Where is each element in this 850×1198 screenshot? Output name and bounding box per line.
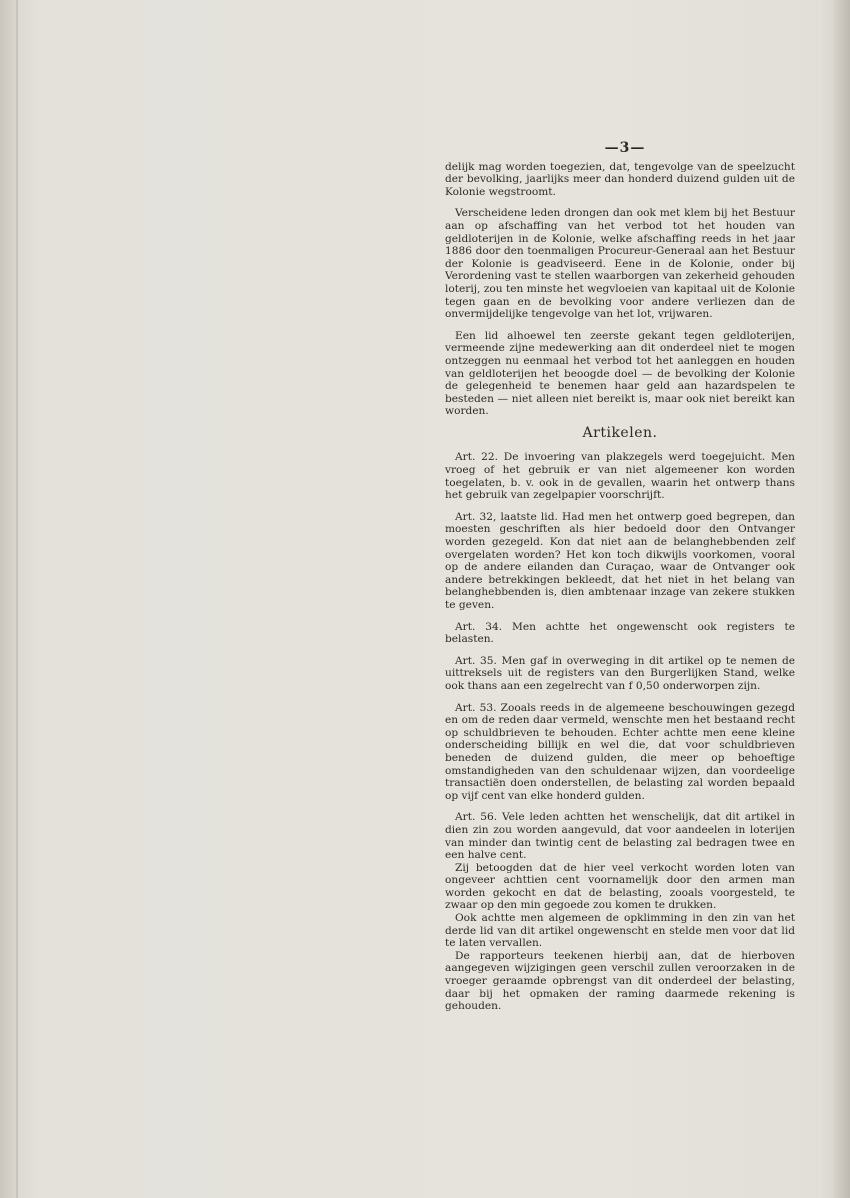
page-number: —3— — [604, 140, 646, 156]
intro-paragraph-3: Een lid alhoewel ten zeerste gekant tegen geldloterijen, vermeende zijne medewerking aan dit onderdeel niet te mogen ontzeggen nu eenmaal het verbod tot het aanleggen en houden van geldloterijen het beoogde doel — de bevolking der Kolonie de gelegenheid te benemen haar geld aan hazardspelen te besteden — niet alleen niet bereikt is, maar ook niet bereikt kan worden. — [445, 329, 795, 418]
intro-paragraph-1: delijk mag worden toegezien, dat, tengevolge van de speelzucht der bevolking, jaarlijks meer dan honderd duizend gulden uit de Kolonie wegstroomt. — [445, 160, 795, 198]
article-32: Art. 32, laatste lid. Had men het ontwerp goed begrepen, dan moesten geschriften als hier bedoeld door den Ontvanger worden gezegeld. Kon dat niet aan de belanghebbenden zelf overgelaten worden? Het kon toch dikwijls voorkomen, vooral op de andere eilanden dan Curaçao, waar de Ontvanger ook andere betrekkingen bekleedt, dat het niet in het belang van belanghebbenden is, dien ambtenaar inzage van zekere stukken te geven. — [445, 510, 795, 611]
binding-gutter — [16, 0, 18, 1198]
article-56: Art. 56. Vele leden achtten het wenschelijk, dat dit artikel in dien zin zou worden aangevuld, dat voor aandeelen in loterijen van minder dan twintig cent de belasting zal bedragen twee en een halve cent. — [445, 811, 795, 862]
article-56-para-4: De rapporteurs teekenen hierbij aan, dat de hierboven aangegeven wijzigingen geen verschil zullen veroorzaken in de vroeger geraamde opbrengst van dit onderdeel der belasting, daar bij het opmaken der raming daarmede rekening is gehouden. — [445, 949, 795, 1013]
intro-paragraph-2: Verscheidene leden drongen dan ook met klem bij het Bestuur aan op afschaffing van het verbod tot het houden van geldloterijen in de Kolonie, welke afschaffing reeds in het jaar 1886 door den toenmaligen Procureur-Generaal aan het Bestuur der Kolonie is geadviseerd. Eene in de Kolonie, onder bij Verordening vast te stellen waarborgen van zekerheid gehouden loterij, zou ten minste het wegvloeien van kapitaal uit de Kolonie tegen gaan en de bevolking voor andere verliezen dan de onvermijdelijke tengevolge van het lot, vrijwaren. — [445, 207, 795, 321]
article-35: Art. 35. Men gaf in overweging in dit artikel op te nemen de uittreksels uit de registers van den Burgerlijken Stand, welke ook thans aan een zegelrecht van f 0,50 onderworpen zijn. — [445, 654, 795, 692]
page-edge — [834, 0, 850, 1198]
article-56-para-3: Ook achtte men algemeen de opklimming in den zin van het derde lid van dit artikel ongewenscht en stelde men voor dat lid te laten vervallen. — [445, 912, 795, 950]
article-56-para-2: Zij betoogden dat de hier veel verkocht worden loten van ongeveer achttien cent voornamelijk door den armen man worden gekocht en dat de belasting, zooals voorgesteld, te zwaar op den min gegoede zou komen te drukken. — [445, 861, 795, 912]
article-53: Art. 53. Zooals reeds in de algemeene beschouwingen gezegd en om de reden daar vermeld, wenschte men het bestaand recht op schuldbrieven te behouden. Echter achtte men eene kleine onderscheiding billijk en wel die, dat voor schuldbrieven beneden de duizend gulden, die meer op behoeftige omstandigheden van den schuldenaar wijzen, dan voordeelige transactiën doen onderstellen, de belasting zal worden bepaald op vijf cent van elke honderd gulden. — [445, 701, 795, 802]
text-column — [445, 142, 795, 1013]
section-heading: Artikelen. — [582, 424, 658, 441]
article-22: Art. 22. De invoering van plakzegels werd toegejuicht. Men vroeg of het gebruik er van niet algemeener kon worden toegelaten, b. v. ook in de gevallen, waarin het ontwerp thans het gebruik van zegelpapier voorschrijft. — [445, 451, 795, 502]
article-34: Art. 34. Men achtte het ongewenscht ook registers te belasten. — [445, 620, 795, 646]
